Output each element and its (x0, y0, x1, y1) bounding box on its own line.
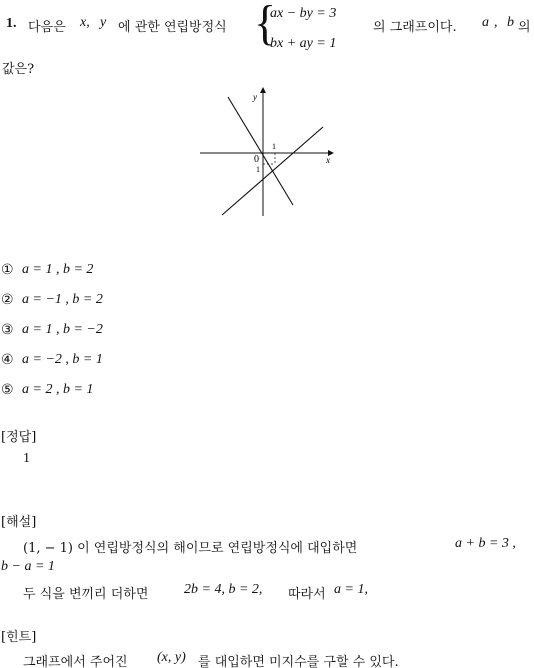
question-text-end: 의 (518, 20, 531, 35)
choice-4-marker[interactable]: ④ (1, 352, 14, 368)
explanation-line3-end: a = 1, (334, 582, 368, 597)
explanation-line1-text: (1, − 1) 이 연립방정식의 해이므로 연립방정식에 대입하면 (23, 541, 358, 556)
axis-y-label: y (253, 92, 257, 102)
question-text-middle: 에 관한 연립방정식 (118, 20, 227, 35)
question-var-a: a (482, 15, 489, 30)
answer-value: 1 (23, 451, 30, 466)
tick-y-label: 1 (256, 165, 260, 174)
explanation-line1-math: a + b = 3 , (455, 536, 516, 551)
tick-x-label: 1 (272, 142, 276, 151)
question-var-b: b (507, 15, 514, 30)
choice-3-marker[interactable]: ③ (1, 322, 14, 338)
equation-2: bx + ay = 1 (270, 36, 337, 51)
choice-1-text[interactable]: a = 1 , b = 2 (22, 262, 94, 277)
question-text-after: 의 그래프이다. (373, 20, 457, 35)
hint-text-post: 를 대입하면 미지수를 구할 수 있다. (198, 655, 399, 668)
question-number: 1. (6, 16, 17, 31)
line-1 (228, 97, 293, 205)
line-2 (222, 127, 323, 215)
choice-5-text[interactable]: a = 2 , b = 1 (22, 382, 94, 397)
question-comma: , (494, 15, 498, 30)
axis-x-label: x (326, 155, 330, 165)
question-var-x: x, (80, 15, 90, 30)
answer-heading: [정답] (1, 430, 37, 445)
hint-text-pre: 그래프에서 주어진 (23, 655, 128, 668)
origin-label: 0 (254, 154, 259, 165)
choice-1-marker[interactable]: ① (1, 262, 14, 278)
choice-2-text[interactable]: a = −1 , b = 2 (22, 292, 103, 307)
hint-text-math: (x, y) (157, 650, 186, 665)
graph (0, 0, 534, 260)
choice-2-marker[interactable]: ② (1, 292, 14, 308)
choice-5-marker[interactable]: ⑤ (1, 382, 14, 398)
equation-1: ax − by = 3 (270, 6, 337, 21)
explanation-line3-mid: 따라서 (288, 587, 326, 602)
explanation-line3-math: 2b = 4, b = 2, (184, 582, 263, 597)
choice-3-text[interactable]: a = 1 , b = −2 (22, 322, 103, 337)
question-text-line2: 값은? (2, 62, 35, 77)
hint-heading: [힌트] (1, 630, 37, 645)
system-brace: { (254, 0, 277, 50)
choice-4-text[interactable]: a = −2 , b = 1 (22, 352, 103, 367)
explanation-line3-text: 두 식을 변끼리 더하면 (23, 587, 149, 602)
explanation-line2-math: b − a = 1 (1, 559, 55, 574)
question-var-y: y (100, 15, 107, 30)
question-text-before: 다음은 (28, 20, 66, 35)
explanation-heading: [해설] (1, 515, 37, 530)
